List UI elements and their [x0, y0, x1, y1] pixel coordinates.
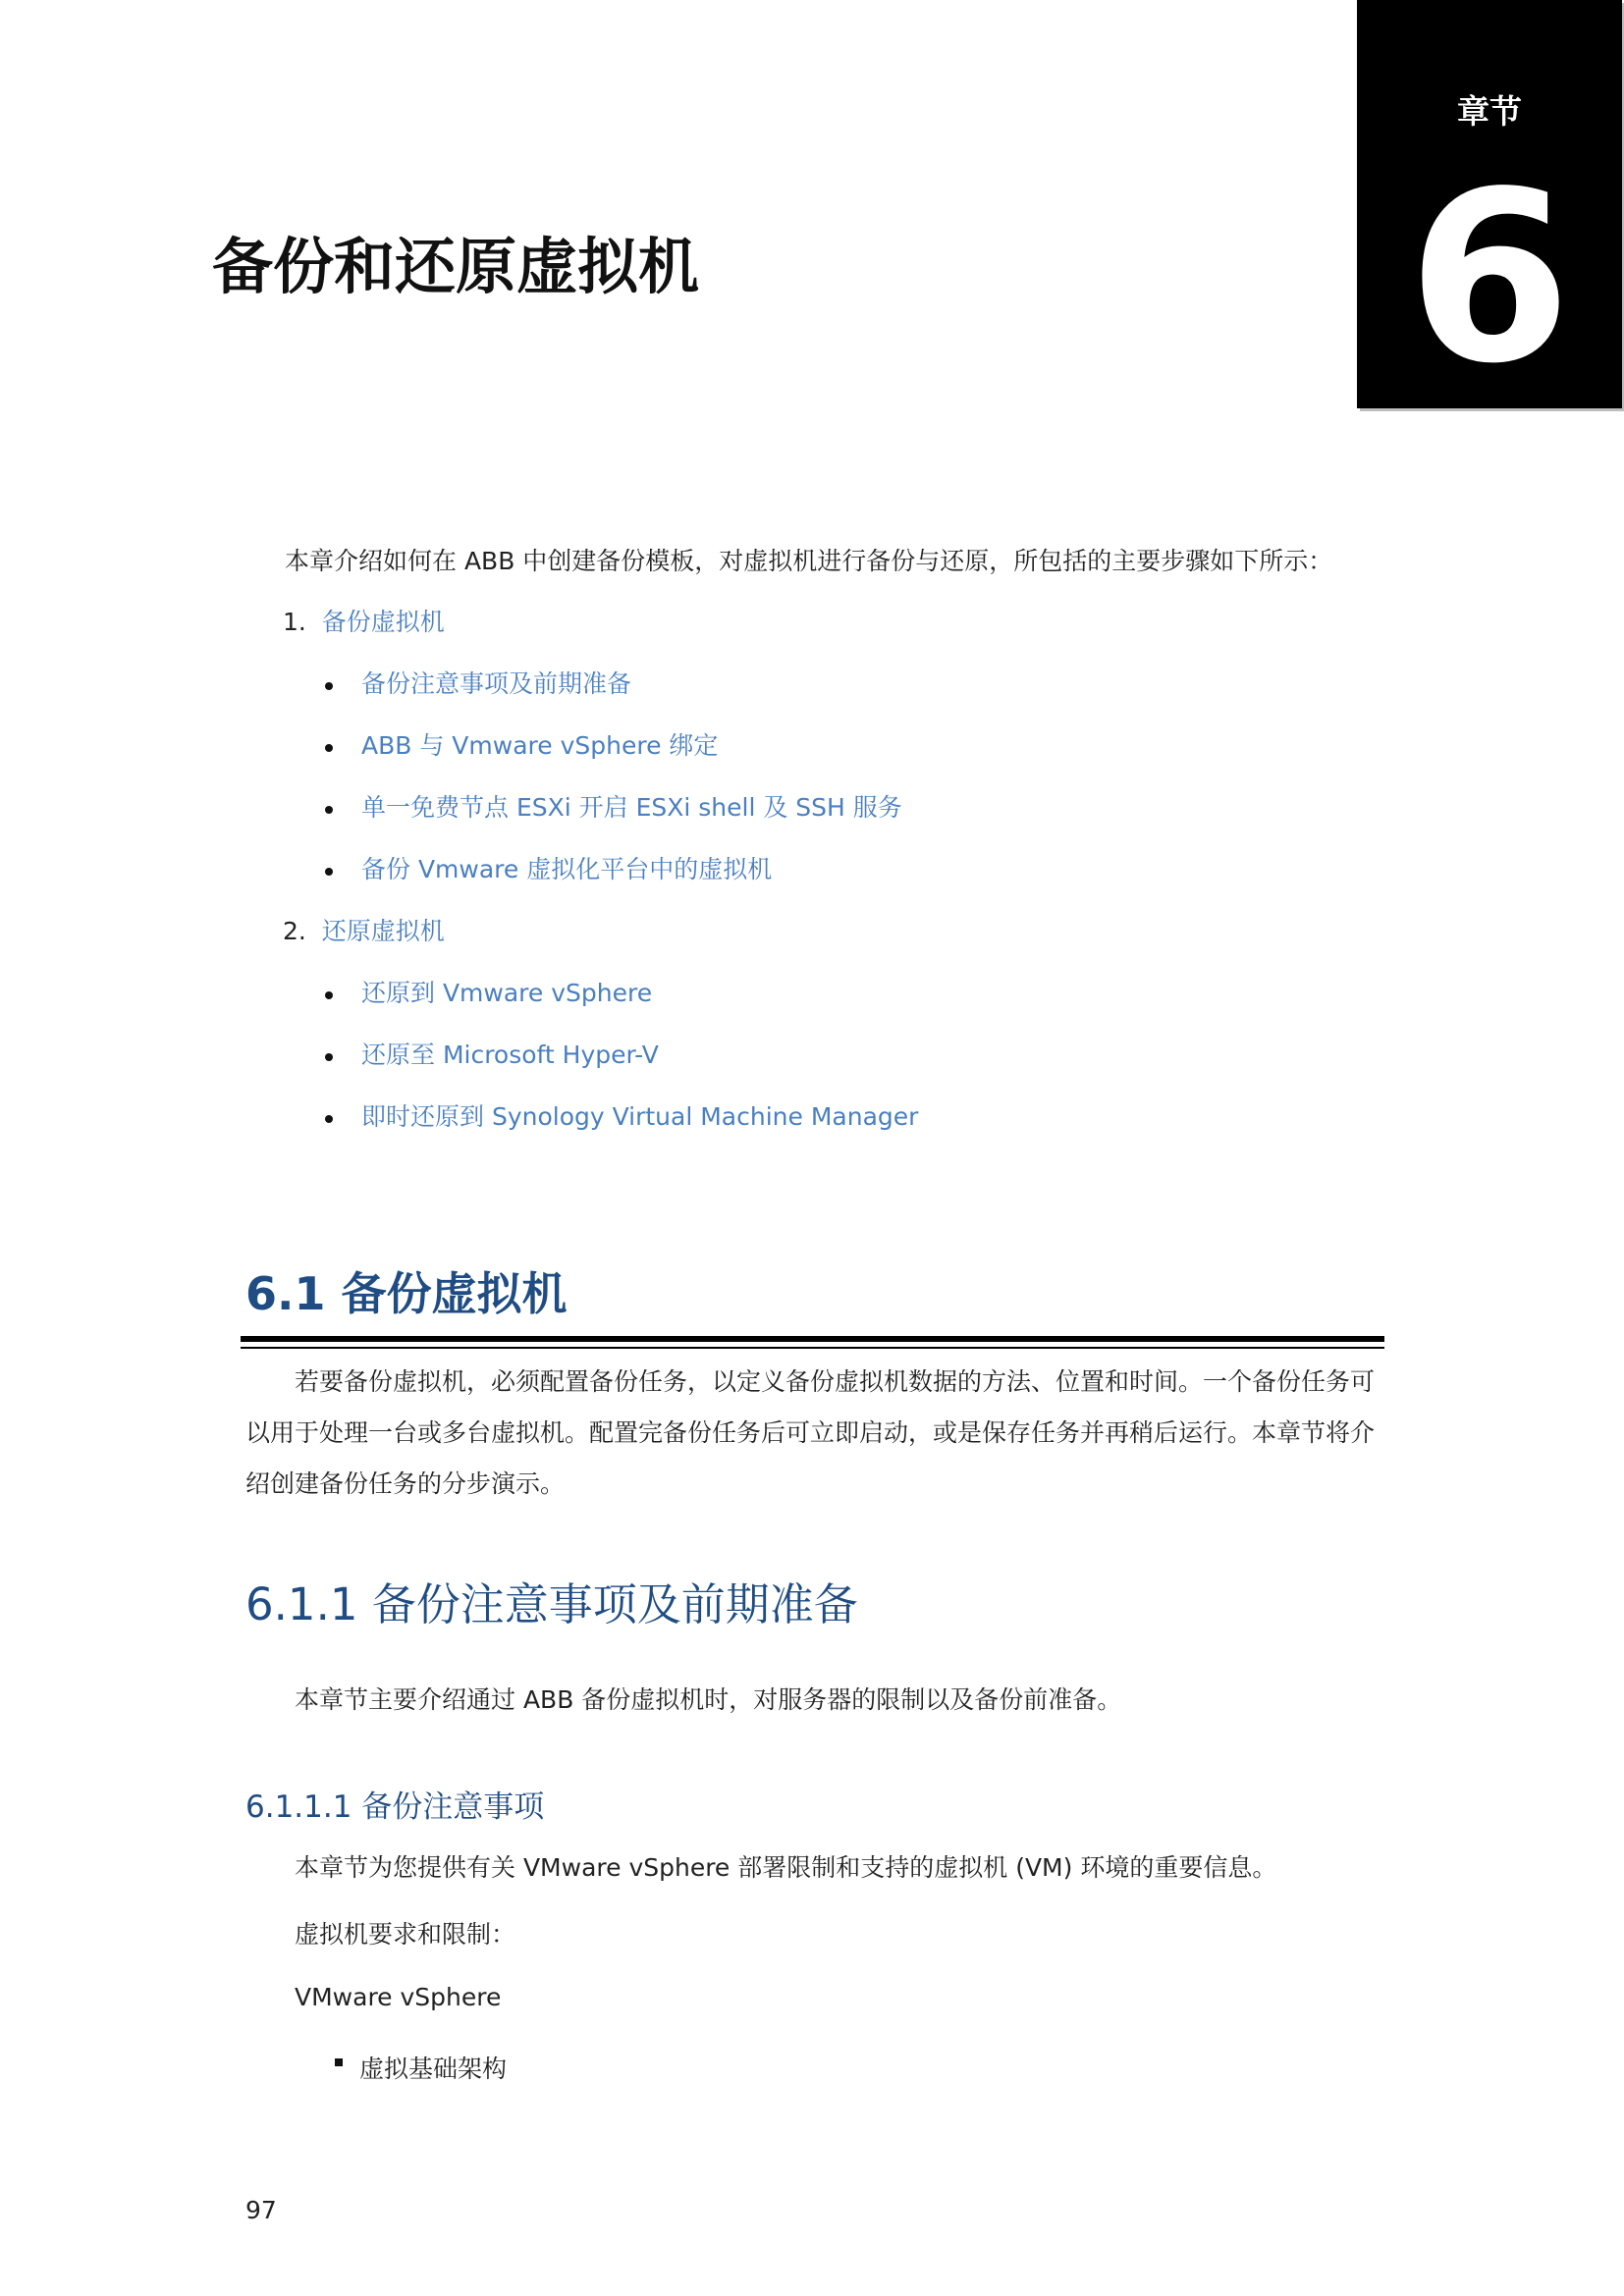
- platform-label: VMware vSphere: [295, 1983, 502, 2011]
- section-heading-6-1: 6.1 备份虚拟机: [245, 1267, 568, 1320]
- square-bullet-icon: [335, 2058, 343, 2066]
- heading-rule: [241, 1336, 1384, 1342]
- section-6-1-1-1-text: 本章节为您提供有关 VMware vSphere 部署限制和支持的虚拟机 (VM) 环境的重要信息。: [295, 1853, 1277, 1882]
- section-6-1-paragraph: 若要备份虚拟机，必须配置备份任务，以定义备份虚拟机数据的方法、位置和时间。一个备份任务可以用于处理一台或多台虚拟机。配置完备份任务后可立即启动，或是保存任务并再稍后运行。本章节将介绍创建备份任务的分步演示。: [245, 1367, 1376, 1498]
- toc-link-instant-restore-vmm[interactable]: 即时还原到 Synology Virtual Machine Manager: [361, 1102, 919, 1131]
- chapter-tab: [1357, 0, 1622, 415]
- chapter-number: 6: [1407, 140, 1572, 415]
- bullet-icon: [325, 991, 333, 999]
- page-title: 备份和还原虚拟机: [212, 231, 700, 302]
- toc-link-abb-vsphere-bind[interactable]: ABB 与 Vmware vSphere 绑定: [361, 731, 719, 760]
- virtual-infrastructure-item: 虚拟基础架构: [359, 2055, 508, 2083]
- bullet-icon: [325, 682, 333, 690]
- toc-link-backup-vm[interactable]: 备份虚拟机: [321, 608, 445, 636]
- heading-rule-thin: [241, 1347, 1384, 1349]
- toc-link-restore-vsphere[interactable]: 还原到 Vmware vSphere: [361, 979, 653, 1007]
- chapter-label: 章节: [1457, 92, 1522, 131]
- intro-text: 本章介绍如何在 ABB 中创建备份模板，对虚拟机进行备份与还原，所包括的主要步骤如下所示：: [285, 547, 1333, 575]
- toc-link-restore-vm[interactable]: 还原虚拟机: [321, 917, 445, 945]
- bullet-icon: [325, 1053, 333, 1061]
- requirements-label: 虚拟机要求和限制：: [295, 1920, 516, 1949]
- toc-number: 1.: [283, 608, 306, 636]
- toc-item-1[interactable]: [283, 603, 445, 638]
- toc-link-backup-vmware-vm[interactable]: 备份 Vmware 虚拟化平台中的虚拟机: [361, 855, 773, 883]
- bullet-icon: [325, 1115, 333, 1123]
- section-6-1-1-text: 本章节主要介绍通过 ABB 备份虚拟机时，对服务器的限制以及备份前准备。: [295, 1685, 1122, 1714]
- bullet-icon: [325, 868, 333, 876]
- toc-link-esxi-shell-ssh[interactable]: 单一免费节点 ESXi 开启 ESXi shell 及 SSH 服务: [361, 793, 902, 822]
- toc-number: 2.: [283, 917, 306, 945]
- toc-link-backup-notes[interactable]: 备份注意事项及前期准备: [361, 669, 632, 698]
- section-heading-6-1-1-1: 6.1.1.1 备份注意事项: [245, 1789, 545, 1825]
- toc-link-restore-hyperv[interactable]: 还原至 Microsoft Hyper-V: [361, 1041, 659, 1069]
- bullet-icon: [325, 744, 333, 752]
- bullet-icon: [325, 806, 333, 814]
- section-heading-6-1-1: 6.1.1 备份注意事项及前期准备: [245, 1578, 858, 1630]
- toc-item-2[interactable]: [283, 912, 445, 947]
- page-number: 97: [245, 2196, 277, 2224]
